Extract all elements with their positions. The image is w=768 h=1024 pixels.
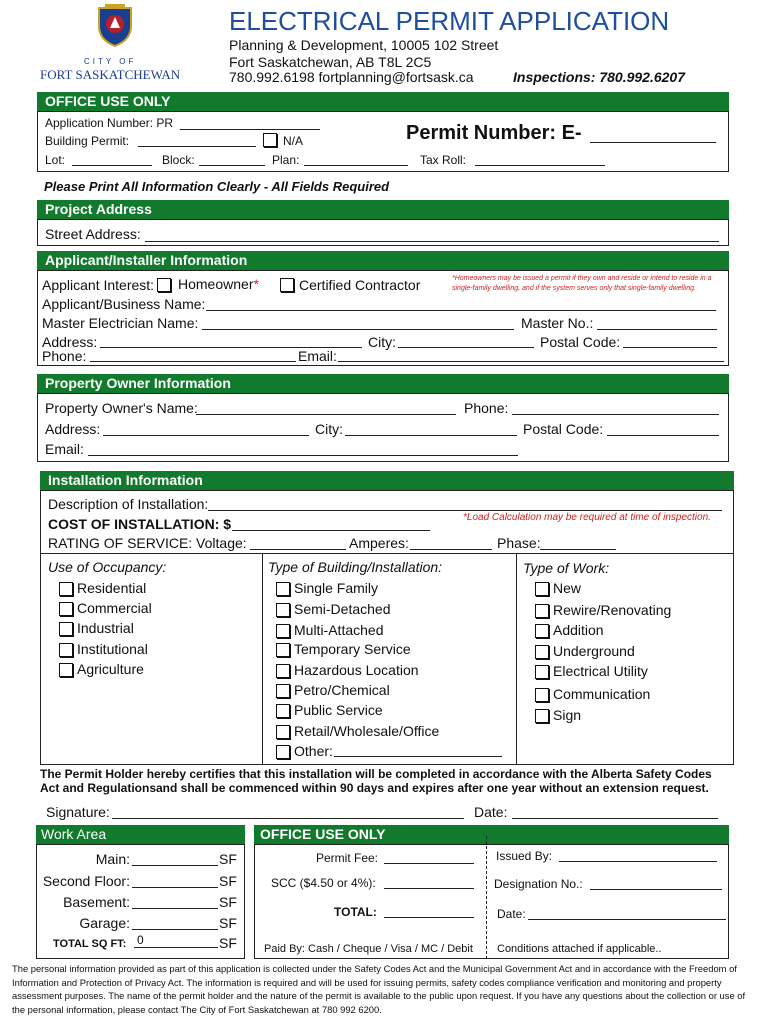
- homeowner-label: Homeowner*: [178, 276, 259, 292]
- occupancy-option-checkbox[interactable]: [59, 622, 73, 636]
- work-type-option-label: Underground: [553, 643, 635, 659]
- project-address-header: Project Address: [37, 200, 729, 219]
- homeowner-note: *Homeowners may be issued a permit if they own and reside or intend to reside in a single-family dwelling, and if the system serves only that single-family dwelling.: [452, 275, 712, 292]
- work-area-row-label: Main:: [95, 851, 130, 867]
- building-type-option-label: Hazardous Location: [294, 662, 419, 678]
- load-note: *Load Calculation may be required at time of inspection.: [463, 512, 711, 523]
- building-type-option-checkbox[interactable]: [276, 725, 290, 739]
- work-type-option-checkbox[interactable]: [535, 624, 549, 638]
- permit-number-field[interactable]: [590, 142, 716, 143]
- rating-divider: [40, 553, 734, 554]
- instruction-text: Please Print All Information Clearly - All Fields Required: [44, 179, 390, 194]
- building-type-option-label: Petro/Chemical: [294, 682, 390, 698]
- work-type-option-label: Communication: [553, 686, 651, 702]
- work-type-option-checkbox[interactable]: [535, 645, 549, 659]
- work-type-option-label: New: [553, 580, 582, 596]
- work-area-row-unit: SF: [219, 873, 237, 889]
- owner-postal-field[interactable]: [607, 435, 719, 436]
- building-type-option-checkbox[interactable]: [276, 704, 290, 718]
- applicant-phone-field[interactable]: [90, 361, 296, 362]
- page-title: ELECTRICAL PERMIT APPLICATION: [229, 6, 670, 36]
- work-type-option-label: Addition: [553, 622, 604, 638]
- applicant-postal-field[interactable]: [623, 347, 717, 348]
- city-logo: [40, 4, 190, 82]
- applicant-city-label: City:: [368, 334, 396, 350]
- permit-number-label: Permit Number: E-: [406, 122, 582, 144]
- building-type-option-label: Single Family: [294, 580, 379, 596]
- column-divider-2: [516, 553, 517, 765]
- work-area-row-label: Second Floor:: [42, 873, 130, 889]
- work-area-header: Work Area: [36, 825, 245, 844]
- column-divider-1: [262, 553, 263, 765]
- work-area-row-unit: SF: [219, 851, 237, 867]
- building-type-option-label: Retail/Wholesale/Office: [294, 723, 440, 739]
- building-type-option-checkbox[interactable]: [276, 582, 290, 596]
- owner-email-field[interactable]: [88, 455, 518, 456]
- building-type-option-checkbox[interactable]: [276, 603, 290, 617]
- building-type-option-checkbox[interactable]: [276, 624, 290, 638]
- occupancy-title: Use of Occupancy:: [48, 559, 167, 575]
- work-type-option-label: Rewire/Renovating: [553, 602, 672, 618]
- office-date-label: Date:: [497, 907, 526, 921]
- total-sqft-field[interactable]: [134, 947, 218, 948]
- plan-label: Plan:: [272, 153, 300, 167]
- application-number-label: Application Number: PR: [45, 116, 174, 130]
- block-label: Block:: [162, 153, 195, 167]
- owner-phone-label: Phone:: [464, 400, 509, 416]
- owner-phone-field[interactable]: [512, 414, 719, 415]
- building-permit-label: Building Permit:: [45, 134, 130, 148]
- office-date-field[interactable]: [528, 919, 726, 920]
- building-type-option-checkbox[interactable]: [276, 745, 290, 759]
- city-crest-icon: [95, 4, 135, 48]
- applicant-address-label: Address:: [42, 334, 98, 350]
- occupancy-option-label: Agriculture: [77, 661, 144, 677]
- applicant-phone-label: Phone:: [42, 348, 87, 364]
- office-use-bottom-header: OFFICE USE ONLY: [254, 825, 729, 844]
- amperes-field[interactable]: [410, 549, 492, 550]
- occupancy-option-label: Industrial: [77, 620, 134, 636]
- master-name-field[interactable]: [202, 329, 514, 330]
- owner-name-field[interactable]: [196, 414, 456, 415]
- owner-header: Property Owner Information: [37, 374, 729, 393]
- other-field[interactable]: [334, 756, 502, 757]
- building-type-option-checkbox[interactable]: [276, 643, 290, 657]
- building-type-option-checkbox[interactable]: [276, 684, 290, 698]
- applicant-postal-label: Postal Code:: [540, 334, 621, 350]
- designation-field[interactable]: [590, 889, 722, 890]
- work-area-row-unit: SF: [219, 915, 237, 931]
- na-checkbox[interactable]: [263, 133, 277, 147]
- building-permit-field[interactable]: [138, 146, 256, 147]
- paid-by-label: Paid By: Cash / Cheque / Visa / MC / Debit: [264, 943, 473, 955]
- description-field[interactable]: [208, 510, 722, 511]
- work-type-option-checkbox[interactable]: [535, 709, 549, 723]
- building-type-option-label: Semi-Detached: [294, 601, 391, 617]
- master-no-label: Master No.:: [521, 315, 594, 331]
- date-label: Date:: [474, 804, 508, 820]
- owner-name-label: Property Owner's Name:: [45, 400, 198, 416]
- work-type-option-checkbox[interactable]: [535, 665, 549, 679]
- certification-line-1: The Permit Holder hereby certifies that this installation will be completed in accordance with the Alberta Safety Codes: [40, 767, 712, 781]
- owner-city-label: City:: [315, 421, 343, 437]
- work-type-option-checkbox[interactable]: [535, 582, 549, 596]
- block-field[interactable]: [199, 165, 265, 166]
- total-sqft-value: 0: [137, 933, 144, 947]
- office-divider: [486, 836, 487, 959]
- scc-field[interactable]: [384, 888, 474, 889]
- certification-line-2: Act and Regulationsand shall be commenced within 90 days and expires after one year without an extension request.: [40, 781, 709, 795]
- certified-contractor-checkbox[interactable]: [280, 278, 294, 292]
- total-label: TOTAL:: [334, 905, 377, 919]
- homeowner-checkbox[interactable]: [157, 278, 171, 292]
- work-area-row-unit: SF: [219, 894, 237, 910]
- work-type-option-checkbox[interactable]: [535, 688, 549, 702]
- phase-label: Phase:: [497, 535, 541, 551]
- work-area-row-field[interactable]: [132, 929, 218, 930]
- occupancy-option-label: Institutional: [77, 641, 148, 657]
- lot-field[interactable]: [72, 165, 152, 166]
- issued-by-field[interactable]: [559, 861, 717, 862]
- owner-address-label: Address:: [45, 421, 101, 437]
- tax-roll-label: Tax Roll:: [420, 153, 467, 167]
- voltage-field[interactable]: [250, 549, 346, 550]
- street-address-label: Street Address:: [45, 226, 141, 242]
- signature-field[interactable]: [112, 818, 464, 819]
- applicant-email-field[interactable]: [338, 361, 724, 362]
- cost-field[interactable]: [232, 530, 430, 531]
- rating-voltage-label: RATING OF SERVICE: Voltage:: [48, 535, 247, 551]
- work-area-row-label: Garage:: [79, 915, 130, 931]
- building-type-option-checkbox[interactable]: [276, 664, 290, 678]
- description-label: Description of Installation:: [48, 496, 209, 512]
- phase-field[interactable]: [540, 549, 616, 550]
- business-name-label: Applicant/Business Name:: [42, 296, 206, 312]
- plan-field[interactable]: [304, 165, 408, 166]
- work-area-row-field[interactable]: [132, 865, 218, 866]
- designation-label: Designation No.:: [494, 877, 583, 891]
- na-label: N/A: [283, 134, 304, 148]
- lot-label: Lot:: [45, 153, 66, 167]
- building-type-option-label: Temporary Service: [294, 641, 411, 657]
- owner-postal-label: Postal Code:: [523, 421, 604, 437]
- logo-city-of: CITY OF: [84, 57, 137, 66]
- work-area-row-field[interactable]: [132, 908, 218, 909]
- date-field[interactable]: [512, 818, 718, 819]
- header-contact: 780.992.6198 fortplanning@fortsask.ca: [229, 69, 474, 85]
- total-field[interactable]: [384, 917, 474, 918]
- occupancy-option-label: Commercial: [77, 600, 152, 616]
- applicant-email-label: Email:: [298, 348, 337, 364]
- issued-by-label: Issued By:: [496, 849, 553, 863]
- owner-city-field[interactable]: [345, 435, 517, 436]
- street-address-field[interactable]: [145, 241, 719, 242]
- owner-email-label: Email:: [45, 441, 84, 457]
- building-type-option-label: Other:: [294, 743, 333, 759]
- work-type-option-checkbox[interactable]: [535, 604, 549, 618]
- signature-label: Signature:: [46, 804, 110, 820]
- application-number-field[interactable]: [180, 129, 320, 130]
- installation-header: Installation Information: [40, 471, 734, 490]
- building-type-option-label: Multi-Attached: [294, 622, 384, 638]
- privacy-statement: The personal information provided as part of this application is collected under the Safety Codes Act and the Municipal Government Act and in accordance with the Freedom of Information and Protection of Privacy Act. The information is required and will be used for issuing permits, safety codes compliance verification and monitoring and property assessment purposes. The name of the permit holder and the nature of the permit is available to the public upon request. If you have any questions about the collection or use of the personal information, please contact The City of Fort Saskatchewan at 780 992 6200.: [12, 963, 746, 1015]
- work-type-title: Type of Work:: [523, 560, 610, 576]
- owner-address-field[interactable]: [103, 435, 309, 436]
- master-no-field[interactable]: [597, 329, 717, 330]
- permit-fee-field[interactable]: [384, 863, 474, 864]
- applicant-city-field[interactable]: [398, 347, 534, 348]
- applicant-header: Applicant/Installer Information: [37, 251, 729, 270]
- amperes-label: Amperes:: [349, 535, 409, 551]
- permit-fee-label: Permit Fee:: [316, 851, 379, 865]
- office-use-header: OFFICE USE ONLY: [37, 92, 729, 111]
- certified-contractor-label: Certified Contractor: [299, 277, 421, 293]
- applicant-interest-label: Applicant Interest:: [42, 277, 155, 293]
- header-address-2: Fort Saskatchewan, AB T8L 2C5: [229, 54, 432, 70]
- cost-label: COST OF INSTALLATION: $: [48, 516, 232, 532]
- header-address-1: Planning & Development, 10005 102 Street: [229, 37, 499, 53]
- work-type-option-label: Electrical Utility: [553, 663, 648, 679]
- work-area-row-field[interactable]: [132, 887, 218, 888]
- occupancy-option-checkbox[interactable]: [59, 602, 73, 616]
- conditions-label: Conditions attached if applicable..: [497, 943, 662, 955]
- work-type-option-label: Sign: [553, 707, 582, 723]
- header-inspections: Inspections: 780.992.6207: [513, 69, 685, 85]
- occupancy-option-checkbox[interactable]: [59, 643, 73, 657]
- total-sqft-unit: SF: [219, 935, 237, 951]
- occupancy-option-checkbox[interactable]: [59, 582, 73, 596]
- work-area-row-label: Basement:: [63, 894, 130, 910]
- logo-name: FORT SASKATCHEWAN: [40, 67, 181, 82]
- business-name-field[interactable]: [206, 310, 716, 311]
- building-type-title: Type of Building/Installation:: [268, 559, 443, 575]
- scc-label: SCC ($4.50 or 4%):: [271, 876, 376, 890]
- building-type-option-label: Public Service: [294, 702, 383, 718]
- tax-roll-field[interactable]: [475, 165, 605, 166]
- master-name-label: Master Electrician Name:: [42, 315, 199, 331]
- occupancy-option-label: Residential: [77, 580, 147, 596]
- total-sqft-label: TOTAL SQ FT:: [53, 938, 127, 950]
- occupancy-option-checkbox[interactable]: [59, 663, 73, 677]
